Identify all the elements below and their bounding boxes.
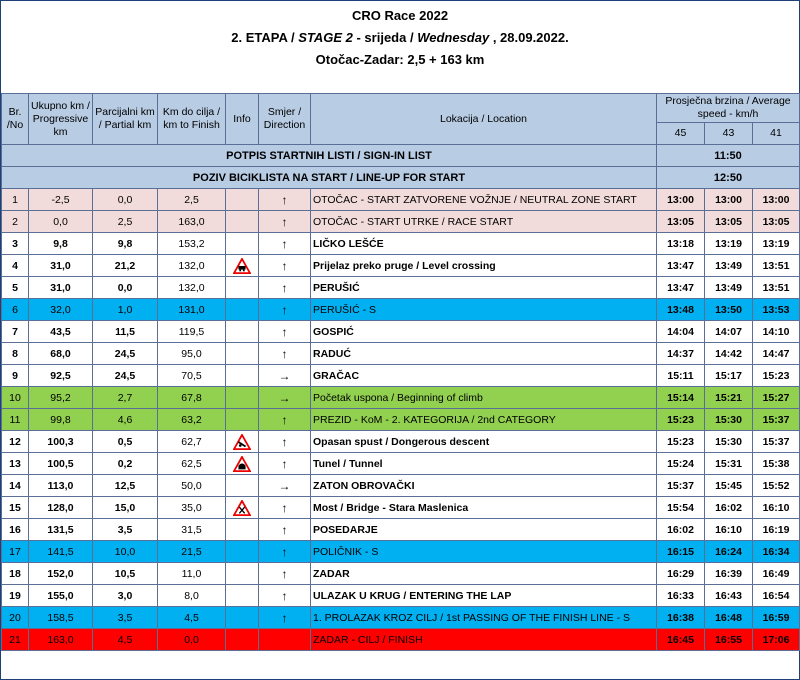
info-cell — [226, 563, 259, 585]
time-43: 15:21 — [705, 387, 753, 409]
location-cell: LIČKO LEŠĆE — [311, 233, 657, 255]
partial-km: 12,5 — [93, 475, 158, 497]
time-45: 15:11 — [657, 365, 705, 387]
time-41: 17:06 — [753, 629, 800, 651]
info-cell — [226, 299, 259, 321]
table-row — [2, 497, 800, 519]
partial-km: 15,0 — [93, 497, 158, 519]
time-45: 14:37 — [657, 343, 705, 365]
time-45: 13:48 — [657, 299, 705, 321]
speed-43: 43 — [705, 123, 753, 145]
progressive-km: 131,5 — [29, 519, 93, 541]
info-cell — [226, 607, 259, 629]
location-cell: PREZID - KoM - 2. KATEGORIJA / 2nd CATEGORY — [311, 409, 657, 431]
km-to-finish: 62,7 — [158, 431, 226, 453]
info-cell — [226, 431, 259, 453]
location-cell: Most / Bridge - Stara Maslenica — [311, 497, 657, 519]
km-to-finish: 95,0 — [158, 343, 226, 365]
km-to-finish: 131,0 — [158, 299, 226, 321]
km-to-finish: 70,5 — [158, 365, 226, 387]
speed-41: 41 — [753, 123, 800, 145]
row-number: 12 — [2, 431, 29, 453]
km-to-finish: 4,5 — [158, 607, 226, 629]
info-cell — [226, 387, 259, 409]
direction-cell: → — [259, 387, 311, 409]
partial-km: 2,5 — [93, 211, 158, 233]
info-cell — [226, 343, 259, 365]
progressive-km: 128,0 — [29, 497, 93, 519]
time-43: 13:19 — [705, 233, 753, 255]
km-to-finish: 11,0 — [158, 563, 226, 585]
info-cell — [226, 519, 259, 541]
km-to-finish: 35,0 — [158, 497, 226, 519]
time-41: 13:51 — [753, 277, 800, 299]
signin-label: POTPIS STARTNIH LISTI / SIGN-IN LIST — [2, 145, 657, 167]
direction-cell: ↑ — [259, 277, 311, 299]
col-progressive: Ukupno km / Progressive km — [29, 94, 93, 145]
km-to-finish: 119,5 — [158, 321, 226, 343]
direction-cell: ↑ — [259, 189, 311, 211]
partial-km: 4,5 — [93, 629, 158, 651]
progressive-km: 0,0 — [29, 211, 93, 233]
time-43: 15:30 — [705, 431, 753, 453]
km-to-finish: 163,0 — [158, 211, 226, 233]
signin-row — [2, 145, 800, 167]
row-number: 6 — [2, 299, 29, 321]
time-45: 15:37 — [657, 475, 705, 497]
km-to-finish: 31,5 — [158, 519, 226, 541]
partial-km: 0,2 — [93, 453, 158, 475]
signin-time: 11:50 — [657, 145, 800, 167]
partial-km: 21,2 — [93, 255, 158, 277]
info-cell — [226, 321, 259, 343]
time-41: 15:37 — [753, 409, 800, 431]
progressive-km: 95,2 — [29, 387, 93, 409]
table-row — [2, 189, 800, 211]
time-43: 13:50 — [705, 299, 753, 321]
table-row — [2, 629, 800, 651]
info-cell — [226, 365, 259, 387]
row-number: 8 — [2, 343, 29, 365]
info-cell — [226, 497, 259, 519]
row-number: 9 — [2, 365, 29, 387]
progressive-km: 113,0 — [29, 475, 93, 497]
info-cell — [226, 233, 259, 255]
partial-km: 2,7 — [93, 387, 158, 409]
time-43: 16:43 — [705, 585, 753, 607]
time-45: 16:45 — [657, 629, 705, 651]
col-average-speed: Prosječna brzina / Average speed - km/h — [657, 94, 800, 123]
time-43: 16:48 — [705, 607, 753, 629]
table-row — [2, 563, 800, 585]
km-to-finish: 0,0 — [158, 629, 226, 651]
location-cell: OTOČAC - START ZATVORENE VOŽNJE / NEUTRAL ZONE START — [311, 189, 657, 211]
direction-cell — [259, 629, 311, 651]
partial-km: 0,5 — [93, 431, 158, 453]
progressive-km: 100,5 — [29, 453, 93, 475]
partial-km: 10,5 — [93, 563, 158, 585]
time-45: 15:54 — [657, 497, 705, 519]
table-row — [2, 519, 800, 541]
direction-cell: → — [259, 365, 311, 387]
row-number: 19 — [2, 585, 29, 607]
col-info: Info — [226, 94, 259, 145]
location-cell: ZADAR - CILJ / FINISH — [311, 629, 657, 651]
rail-warning-icon — [233, 258, 251, 274]
partial-km: 11,5 — [93, 321, 158, 343]
km-to-finish: 132,0 — [158, 255, 226, 277]
table-row — [2, 321, 800, 343]
row-number: 16 — [2, 519, 29, 541]
route-line: Otočac-Zadar: 2,5 + 163 km — [315, 52, 485, 67]
time-43: 16:10 — [705, 519, 753, 541]
time-45: 14:04 — [657, 321, 705, 343]
km-to-finish: 21,5 — [158, 541, 226, 563]
partial-km: 10,0 — [93, 541, 158, 563]
tunnel-warning-icon — [233, 456, 251, 472]
table-row — [2, 409, 800, 431]
info-cell — [226, 453, 259, 475]
table-row — [2, 387, 800, 409]
table-row — [2, 585, 800, 607]
time-41: 16:54 — [753, 585, 800, 607]
stage-number: 2. ETAPA / — [231, 30, 299, 45]
time-45: 13:18 — [657, 233, 705, 255]
time-41: 13:05 — [753, 211, 800, 233]
location-cell: PERUŠIĆ - S — [311, 299, 657, 321]
location-cell: GRAČAC — [311, 365, 657, 387]
time-43: 15:17 — [705, 365, 753, 387]
table-row — [2, 299, 800, 321]
progressive-km: 152,0 — [29, 563, 93, 585]
direction-cell: ↑ — [259, 607, 311, 629]
progressive-km: 31,0 — [29, 255, 93, 277]
row-number: 3 — [2, 233, 29, 255]
row-number: 13 — [2, 453, 29, 475]
row-number: 2 — [2, 211, 29, 233]
direction-cell: → — [259, 475, 311, 497]
time-45: 16:38 — [657, 607, 705, 629]
table-row — [2, 365, 800, 387]
time-45: 13:47 — [657, 277, 705, 299]
progressive-km: 100,3 — [29, 431, 93, 453]
time-41: 16:10 — [753, 497, 800, 519]
info-cell — [226, 475, 259, 497]
progressive-km: 141,5 — [29, 541, 93, 563]
time-45: 13:00 — [657, 189, 705, 211]
time-41: 15:37 — [753, 431, 800, 453]
time-43: 16:39 — [705, 563, 753, 585]
info-cell — [226, 277, 259, 299]
row-number: 15 — [2, 497, 29, 519]
partial-km: 3,5 — [93, 607, 158, 629]
time-41: 15:52 — [753, 475, 800, 497]
km-to-finish: 63,2 — [158, 409, 226, 431]
row-number: 20 — [2, 607, 29, 629]
table-row — [2, 255, 800, 277]
col-partial: Parcijalni km / Partial km — [93, 94, 158, 145]
info-cell — [226, 255, 259, 277]
time-45: 16:15 — [657, 541, 705, 563]
progressive-km: 158,5 — [29, 607, 93, 629]
row-number: 5 — [2, 277, 29, 299]
location-cell: GOSPIĆ — [311, 321, 657, 343]
partial-km: 24,5 — [93, 343, 158, 365]
km-to-finish: 50,0 — [158, 475, 226, 497]
lineup-label: POZIV BICIKLISTA NA START / LINE-UP FOR START — [2, 167, 657, 189]
time-43: 13:00 — [705, 189, 753, 211]
row-number: 21 — [2, 629, 29, 651]
table-row — [2, 453, 800, 475]
time-41: 16:59 — [753, 607, 800, 629]
info-cell — [226, 409, 259, 431]
time-43: 13:49 — [705, 255, 753, 277]
direction-cell: ↑ — [259, 563, 311, 585]
time-45: 15:23 — [657, 431, 705, 453]
info-cell — [226, 585, 259, 607]
location-cell: OTOČAC - START UTRKE / RACE START — [311, 211, 657, 233]
location-cell: ZADAR — [311, 563, 657, 585]
day-en: Wednesday — [417, 30, 490, 45]
km-to-finish: 2,5 — [158, 189, 226, 211]
progressive-km: 155,0 — [29, 585, 93, 607]
row-number: 18 — [2, 563, 29, 585]
time-43: 13:05 — [705, 211, 753, 233]
row-number: 17 — [2, 541, 29, 563]
table-row — [2, 431, 800, 453]
direction-cell: ↑ — [259, 211, 311, 233]
partial-km: 24,5 — [93, 365, 158, 387]
info-cell — [226, 211, 259, 233]
table-row — [2, 343, 800, 365]
progressive-km: 92,5 — [29, 365, 93, 387]
time-43: 13:49 — [705, 277, 753, 299]
time-43: 14:42 — [705, 343, 753, 365]
partial-km: 9,8 — [93, 233, 158, 255]
time-45: 16:02 — [657, 519, 705, 541]
time-41: 16:19 — [753, 519, 800, 541]
direction-cell: ↑ — [259, 343, 311, 365]
table-row — [2, 277, 800, 299]
timetable — [1, 93, 800, 651]
km-to-finish: 67,8 — [158, 387, 226, 409]
km-to-finish: 62,5 — [158, 453, 226, 475]
progressive-km: 32,0 — [29, 299, 93, 321]
time-45: 16:33 — [657, 585, 705, 607]
direction-cell: ↑ — [259, 497, 311, 519]
location-cell: Opasan spust / Dongerous descent — [311, 431, 657, 453]
stage-line — [1, 27, 799, 49]
partial-km: 4,6 — [93, 409, 158, 431]
location-cell: POLIČNIK - S — [311, 541, 657, 563]
time-41: 15:38 — [753, 453, 800, 475]
time-43: 15:30 — [705, 409, 753, 431]
stage-date: , 28.09.2022. — [489, 30, 569, 45]
time-45: 13:05 — [657, 211, 705, 233]
direction-cell: ↑ — [259, 541, 311, 563]
direction-cell: ↑ — [259, 585, 311, 607]
partial-km: 3,0 — [93, 585, 158, 607]
location-cell: RADUĆ — [311, 343, 657, 365]
col-direction: Smjer / Direction — [259, 94, 311, 145]
info-cell — [226, 629, 259, 651]
direction-cell: ↑ — [259, 409, 311, 431]
row-number: 11 — [2, 409, 29, 431]
progressive-km: 163,0 — [29, 629, 93, 651]
location-cell: ULAZAK U KRUG / ENTERING THE LAP — [311, 585, 657, 607]
time-43: 15:31 — [705, 453, 753, 475]
stage-en: STAGE 2 — [298, 30, 353, 45]
sheet-header — [1, 1, 799, 93]
row-number: 7 — [2, 321, 29, 343]
day-hr: - srijeda / — [352, 30, 418, 45]
speed-45: 45 — [657, 123, 705, 145]
location-cell: Tunel / Tunnel — [311, 453, 657, 475]
partial-km: 0,0 — [93, 277, 158, 299]
table-row — [2, 233, 800, 255]
direction-cell: ↑ — [259, 299, 311, 321]
lineup-row — [2, 167, 800, 189]
progressive-km: 99,8 — [29, 409, 93, 431]
location-cell: 1. PROLAZAK KROZ CILJ / 1st PASSING OF THE FINISH LINE - S — [311, 607, 657, 629]
race-title: CRO Race 2022 — [351, 8, 449, 23]
km-to-finish: 132,0 — [158, 277, 226, 299]
info-cell — [226, 189, 259, 211]
descent-warning-icon — [233, 434, 251, 450]
time-41: 13:51 — [753, 255, 800, 277]
row-number: 4 — [2, 255, 29, 277]
direction-cell: ↑ — [259, 255, 311, 277]
time-41: 13:19 — [753, 233, 800, 255]
location-cell: Prijelaz preko pruge / Level crossing — [311, 255, 657, 277]
time-45: 16:29 — [657, 563, 705, 585]
location-cell: Početak uspona / Beginning of climb — [311, 387, 657, 409]
time-43: 16:55 — [705, 629, 753, 651]
progressive-km: 9,8 — [29, 233, 93, 255]
table-row — [2, 475, 800, 497]
col-location: Lokacija / Location — [311, 94, 657, 145]
time-45: 13:47 — [657, 255, 705, 277]
col-no: Br. /No — [2, 94, 29, 145]
partial-km: 3,5 — [93, 519, 158, 541]
time-45: 15:23 — [657, 409, 705, 431]
time-43: 16:24 — [705, 541, 753, 563]
location-cell: ZATON OBROVAČKI — [311, 475, 657, 497]
location-cell: PERUŠIĆ — [311, 277, 657, 299]
lineup-time: 12:50 — [657, 167, 800, 189]
location-cell: POSEDARJE — [311, 519, 657, 541]
row-number: 1 — [2, 189, 29, 211]
direction-cell: ↑ — [259, 431, 311, 453]
progressive-km: -2,5 — [29, 189, 93, 211]
row-number: 10 — [2, 387, 29, 409]
time-41: 14:47 — [753, 343, 800, 365]
time-41: 14:10 — [753, 321, 800, 343]
progressive-km: 31,0 — [29, 277, 93, 299]
time-43: 15:45 — [705, 475, 753, 497]
time-43: 16:02 — [705, 497, 753, 519]
time-41: 13:53 — [753, 299, 800, 321]
col-to-finish: Km do cilja / km to Finish — [158, 94, 226, 145]
time-41: 16:49 — [753, 563, 800, 585]
direction-cell: ↑ — [259, 321, 311, 343]
time-41: 15:27 — [753, 387, 800, 409]
time-45: 15:14 — [657, 387, 705, 409]
table-row — [2, 541, 800, 563]
progressive-km: 68,0 — [29, 343, 93, 365]
row-number: 14 — [2, 475, 29, 497]
info-cell — [226, 541, 259, 563]
table-row — [2, 607, 800, 629]
progressive-km: 43,5 — [29, 321, 93, 343]
time-43: 14:07 — [705, 321, 753, 343]
time-41: 16:34 — [753, 541, 800, 563]
table-row — [2, 211, 800, 233]
km-to-finish: 153,2 — [158, 233, 226, 255]
partial-km: 0,0 — [93, 189, 158, 211]
time-45: 15:24 — [657, 453, 705, 475]
time-41: 15:23 — [753, 365, 800, 387]
partial-km: 1,0 — [93, 299, 158, 321]
direction-cell: ↑ — [259, 453, 311, 475]
bridge-warning-icon — [233, 500, 251, 516]
direction-cell: ↑ — [259, 233, 311, 255]
km-to-finish: 8,0 — [158, 585, 226, 607]
time-41: 13:00 — [753, 189, 800, 211]
direction-cell: ↑ — [259, 519, 311, 541]
